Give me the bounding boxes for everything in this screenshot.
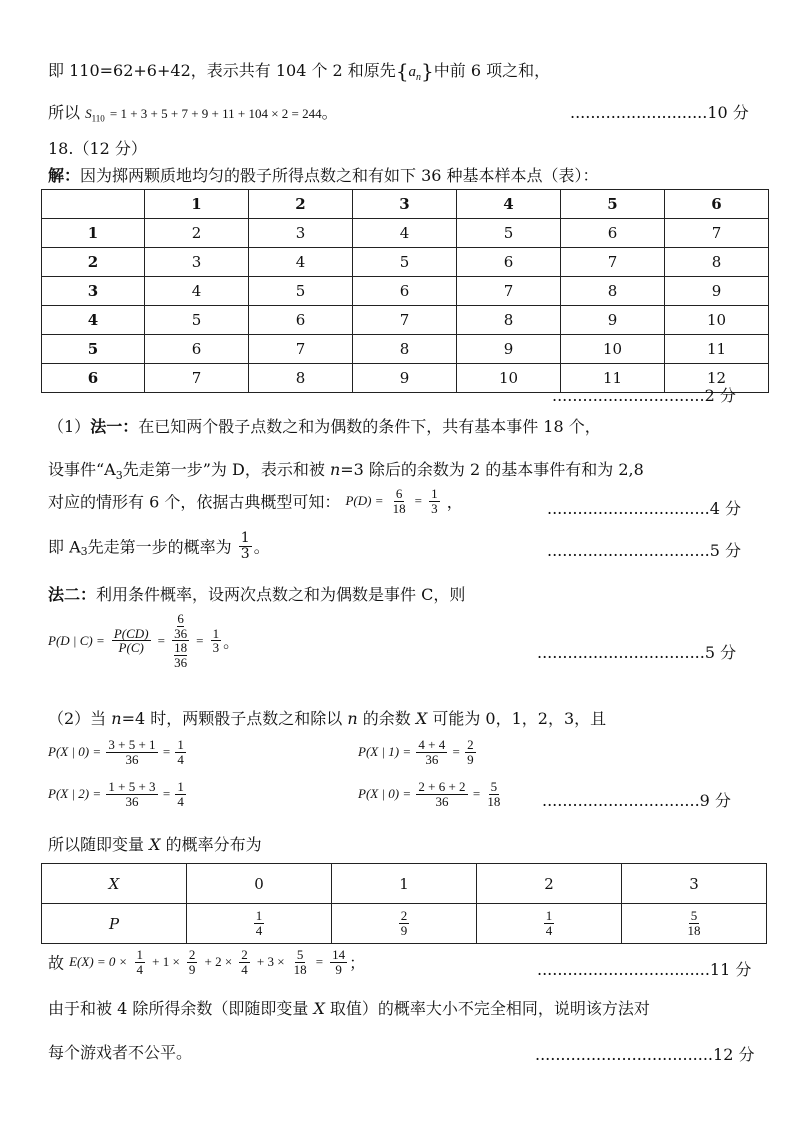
q18-heading: 18.（12 分） (48, 139, 147, 158)
part2-intro: （2）当 n=4 时，两颗骰子点数之和除以 n 的余数 X 可能为 0，1，2，3，且 (48, 709, 607, 728)
score-4: ................................4 分 (547, 499, 742, 518)
solution-label: 解： (48, 166, 81, 185)
table-row: P $\frac{1}{4}$ $\frac{2}{9}$ $\frac{1}{4}$ $\frac{5}{18}$ (42, 904, 767, 944)
expectation-line: 故 E(X) = 0 × $\frac{1}{4}$ + 1 × $\frac{2}{9}$ + 2 × $\frac{2}{4}$ + 3 × $\frac{5}{18}$ = $\frac{14}{9}$ ； (48, 947, 366, 977)
score-12: ...................................12 分 (535, 1045, 755, 1064)
fraction-6-18: $\frac{6}{18}$ (392, 486, 406, 516)
score-10: ...........................10 分 (570, 103, 749, 122)
method2-label: 法二： (48, 585, 97, 604)
s110-expression: = 1 + 3 + 5 + 7 + 9 + 11 + 104 × 2 = 244 (109, 106, 322, 121)
table-row: 5 6 7 8 9 10 11 (42, 335, 769, 364)
score-2: ..............................2 分 (552, 386, 736, 405)
seq-an: $a_n$ (408, 64, 422, 83)
dice-sum-table (41, 189, 769, 393)
score-9: ...............................9 分 (542, 791, 731, 810)
s110-symbol: $S_{110}$ (85, 106, 105, 124)
line-110-sum: 即 110=62+6+42，表示共有 104 个 2 和原先$\{a_n\}$中前 6 项之和， (48, 59, 551, 83)
fraction-1-3: $\frac{1}{3}$ (431, 486, 438, 516)
table-row: X 0 1 2 3 (42, 864, 767, 904)
table-header-row: 1 2 3 4 5 6 (42, 190, 769, 219)
q18-intro: 解：因为掷两颗质地均匀的骰子所得点数之和有如下 36 种基本样本点（表）： (48, 166, 599, 185)
table-row: 6 7 8 9 10 11 12 (42, 364, 769, 393)
table-row: 2 3 4 5 6 7 8 (42, 248, 769, 277)
line-s110: 所以 $S_{110} = 1 + 3 + 5 + 7 + 9 + 11 + 104 \times 2 = 244$。 (48, 103, 338, 124)
conclusion-line-2: 每个游戏者不公平。 (48, 1043, 193, 1062)
part1-conclusion: 即 $A_3$先走第一步的概率为 $\frac{1}{3}$ 。 (48, 530, 270, 562)
table-row: 1 2 3 4 5 6 7 (42, 219, 769, 248)
prob-x1: P(X | 1) = $\frac{4 + 4}{36}$ = $\frac{2}{9}$ (358, 737, 474, 767)
part1-method2: 法二：利用条件概率，设两次点数之和为偶数是事件 C，则 (48, 585, 466, 604)
line-110-text-b: 中前 6 项之和， (433, 61, 551, 80)
score-5: ................................5 分 (547, 541, 742, 560)
part1-method1: （1）法一：在已知两个骰子点数之和为偶数的条件下，共有基本事件 18 个， (48, 417, 601, 436)
fraction-1-3: $\frac{1}{3}$ (212, 625, 220, 656)
distribution-table (41, 863, 767, 944)
conditional-prob-formula: P(D | C) = $\frac{P(CD)}{P(C)}$ = 6 36 18 36 = $\frac{1}{3}$ 。 (48, 611, 240, 670)
table-row: 4 5 6 7 8 9 10 (42, 306, 769, 335)
prob-x2: P(X | 2) = $\frac{1 + 5 + 3}{36}$ = $\frac{1}{4}$ (48, 779, 184, 809)
score-5b: .................................5 分 (537, 643, 737, 662)
line-110-text-a: 即 110=62+6+42，表示共有 104 个 2 和原先 (48, 61, 396, 80)
part1-event-def: 设事件“$A_3$先走第一步”为 D，表示和被 n=3 除后的余数为 2 的基本事件有和为 2,8 (48, 460, 644, 483)
prob-x0: P(X | 0) = $\frac{3 + 5 + 1}{36}$ = $\frac{1}{4}$ (48, 737, 184, 767)
prob-x3: P(X | 0) = $\frac{2 + 6 + 2}{36}$ = $\frac{5}{18}$ (358, 779, 501, 809)
compound-fraction: 6 36 18 36 (174, 611, 188, 670)
fraction-1-3: $\frac{1}{3}$ (240, 530, 250, 562)
distribution-intro: 所以随即变量 X 的概率分布为 (48, 835, 262, 854)
conclusion-line-1: 由于和被 4 除所得余数（即随即变量 X 取值）的概率大小不完全相同，说明该方法对 (48, 999, 650, 1018)
score-11: ..................................11 分 (537, 960, 752, 979)
fraction-pcd-pc: $\frac{P(CD)}{P(C)}$ (113, 625, 149, 656)
method1-label: 法一： (90, 417, 139, 436)
part1-classical-prob: 对应的情形有 6 个，依据古典概型可知： P(D) = $\frac{6}{18}$ = $\frac{1}{3}$ ， (48, 486, 463, 516)
table-row: 3 4 5 6 7 8 9 (42, 277, 769, 306)
